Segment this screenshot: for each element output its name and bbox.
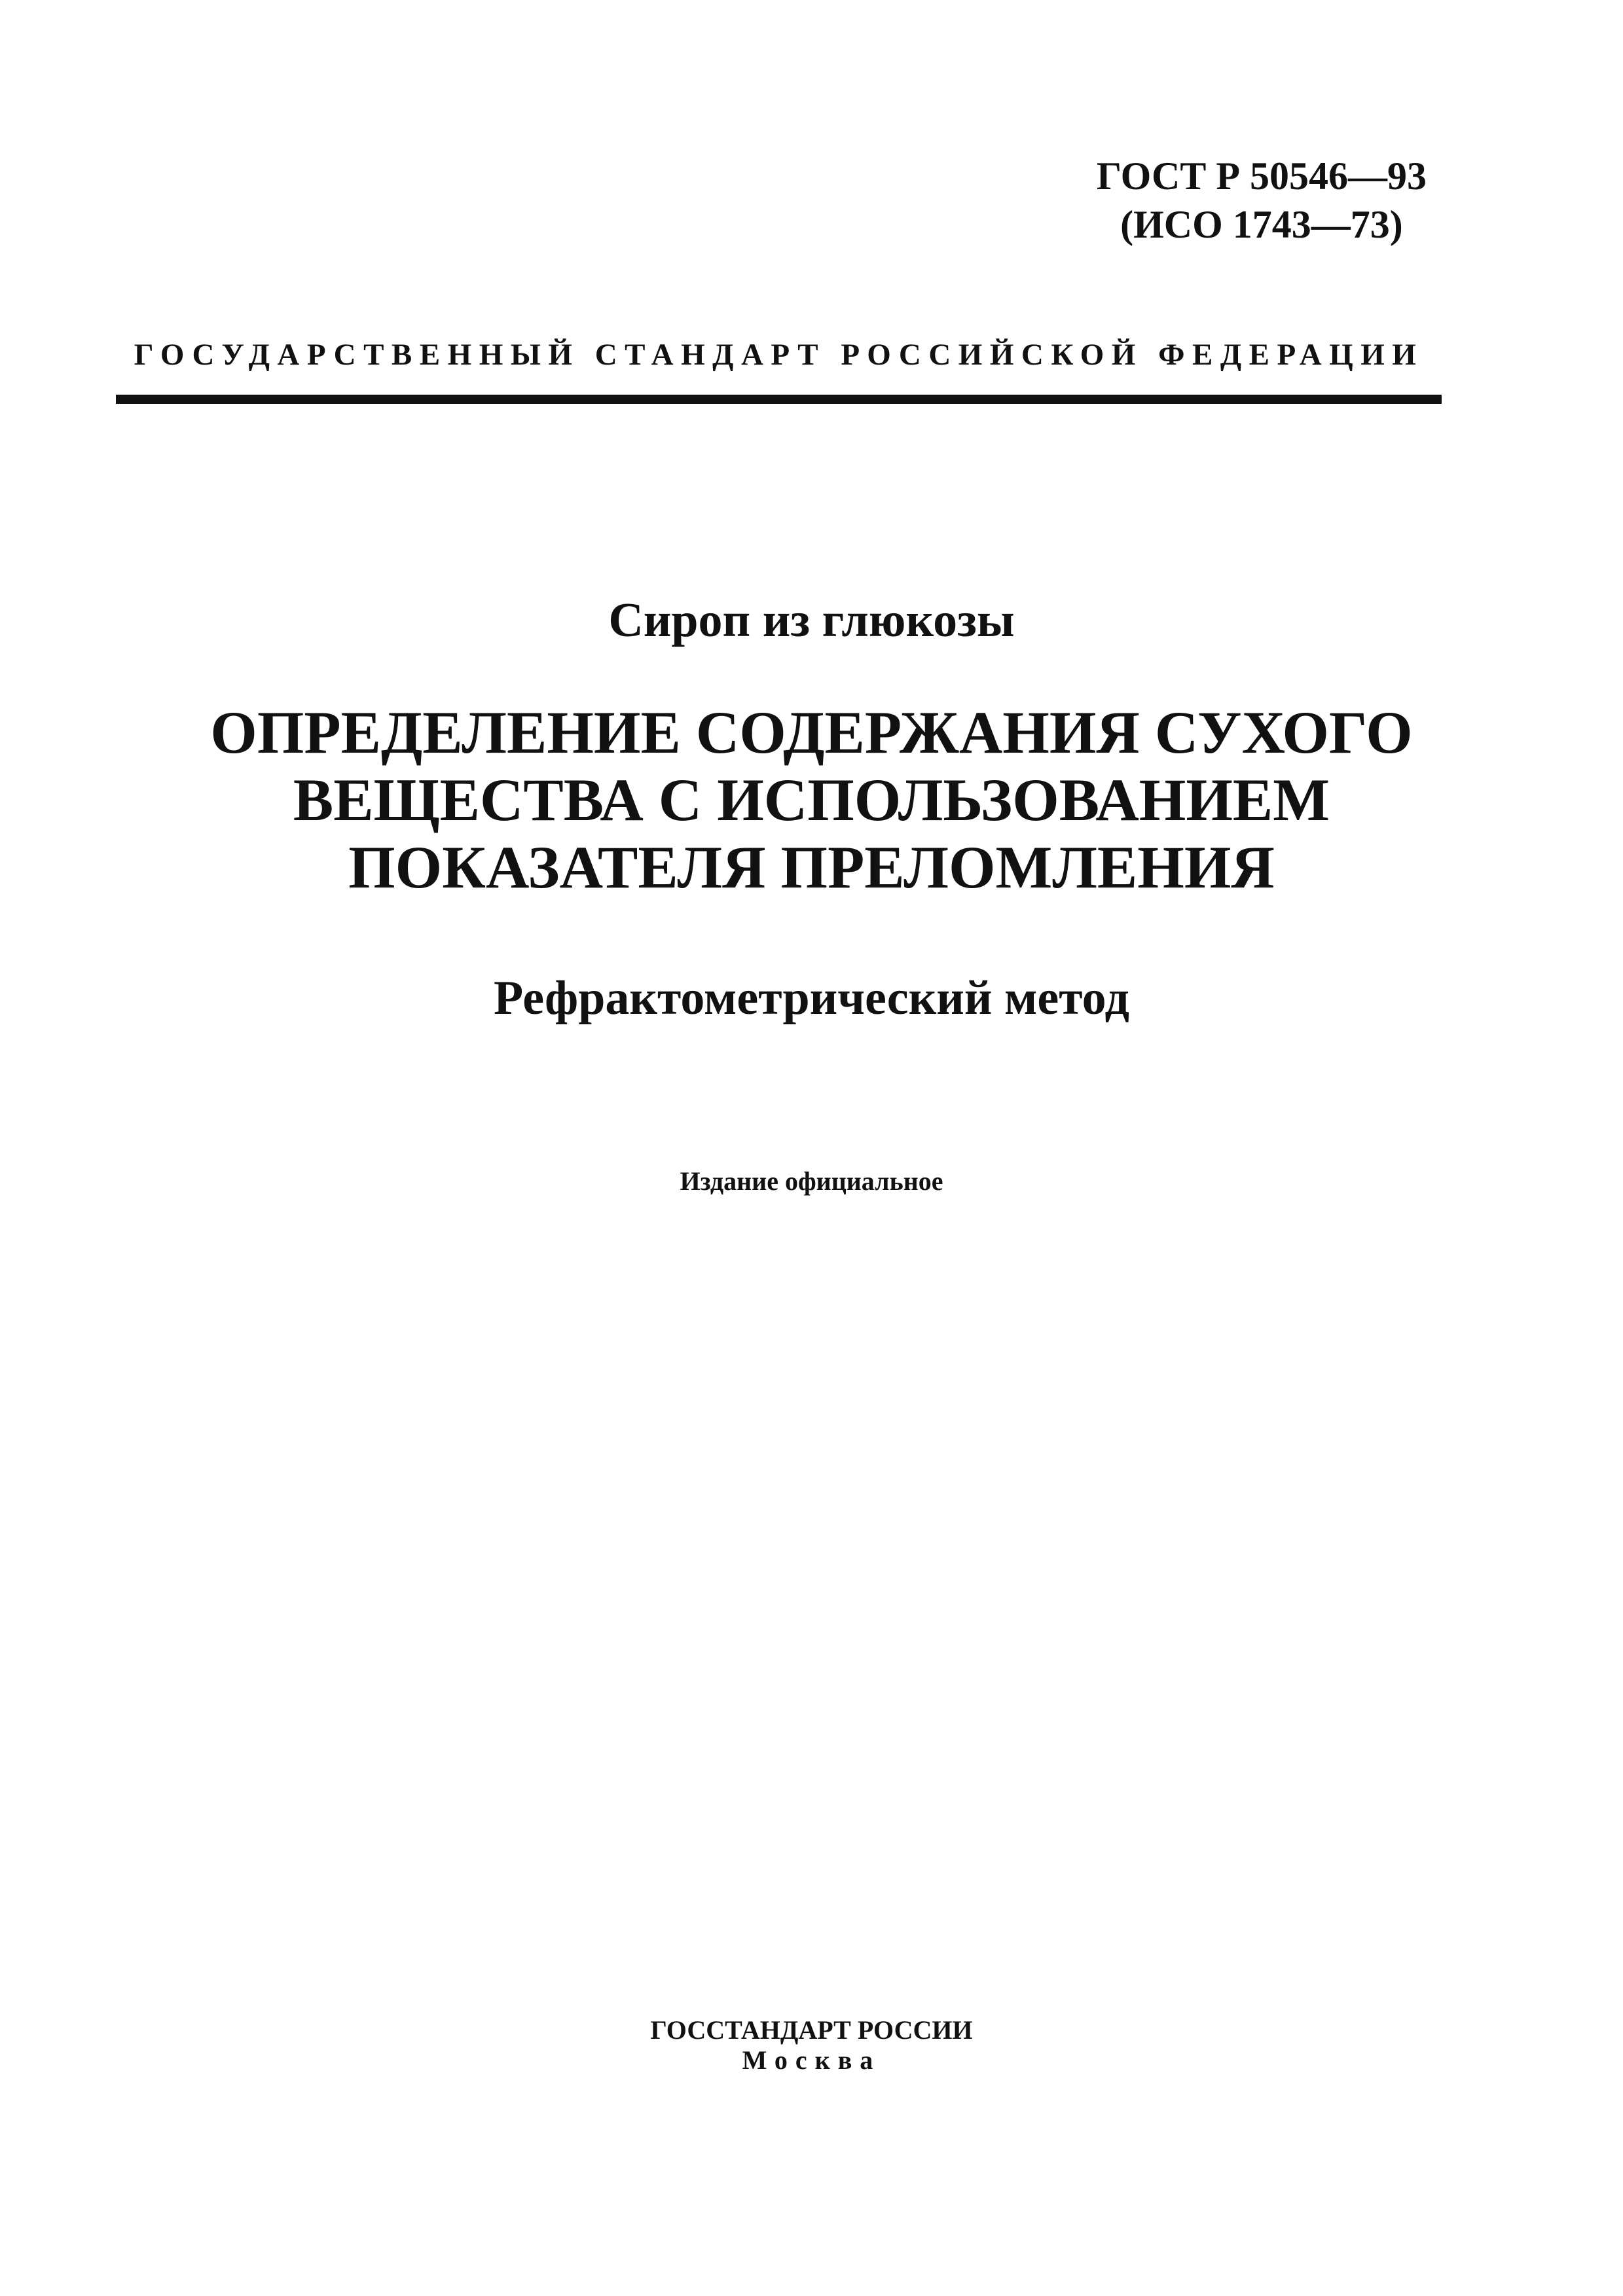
document-number-block xyxy=(1097,152,1427,249)
standard-number: ГОСТ Р 50546—93 xyxy=(1096,154,1427,198)
title-line: ОПРЕДЕЛЕНИЕ СОДЕРЖАНИЯ СУХОГО xyxy=(210,699,1413,766)
document-method: Рефрактометрический метод xyxy=(494,971,1129,1025)
standard-header: ГОСУДАРСТВЕННЫЙ СТАНДАРТ РОССИЙСКОЙ ФЕДЕРАЦИИ xyxy=(134,338,1424,372)
header-rule xyxy=(116,395,1442,404)
publisher-block xyxy=(0,2015,1623,2075)
publisher-city: Москва xyxy=(742,2045,881,2075)
publisher-name: ГОССТАНДАРТ РОССИИ xyxy=(650,2015,973,2045)
document-subject: Сироп из глюкозы xyxy=(608,594,1015,647)
document-title xyxy=(0,699,1623,901)
title-line: ПОКАЗАТЕЛЯ ПРЕЛОМЛЕНИЯ xyxy=(348,834,1275,901)
edition-note: Издание официальное xyxy=(680,1166,943,1196)
iso-equivalent-number: (ИСО 1743—73) xyxy=(1120,203,1403,246)
title-line: ВЕЩЕСТВА С ИСПОЛЬЗОВАНИЕМ xyxy=(293,766,1330,833)
